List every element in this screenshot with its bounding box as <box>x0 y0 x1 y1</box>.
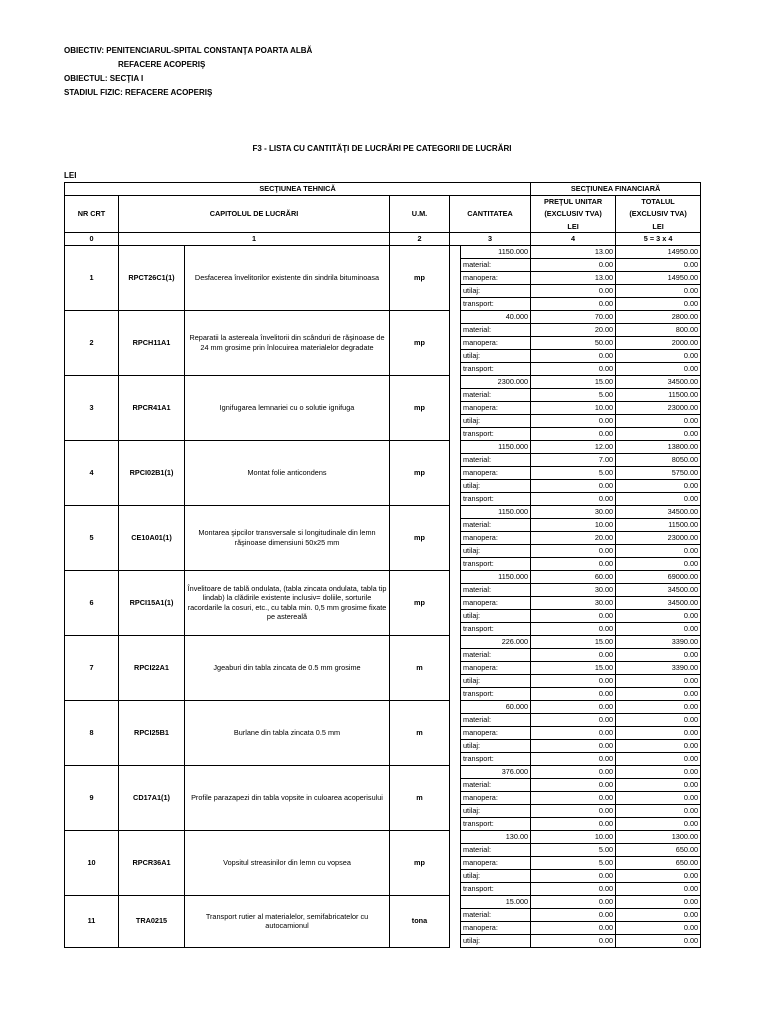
row-number: 3 <box>65 375 119 440</box>
row-unit: m <box>390 700 450 765</box>
index-1: 1 <box>119 233 390 246</box>
subrow-label: manopera: <box>461 791 531 804</box>
row-code: RPCI22A1 <box>119 635 185 700</box>
header-capitolul: CAPITOLUL DE LUCRĂRI <box>119 195 390 233</box>
row-total: 69000.00 <box>616 570 701 583</box>
subrow-unit-price: 0.00 <box>531 427 616 440</box>
header-um: U.M. <box>390 195 450 233</box>
subrow-total: 0.00 <box>616 908 701 921</box>
subrow-total: 34500.00 <box>616 596 701 609</box>
table-row <box>65 245 701 258</box>
row-quantity: 1150.000 <box>461 505 531 518</box>
subrow-total: 0.00 <box>616 791 701 804</box>
row-unit-price: 15.00 <box>531 375 616 388</box>
header-sect-tehnica: SECŢIUNEA TEHNICĂ <box>65 183 531 196</box>
subrow-unit-price: 10.00 <box>531 518 616 531</box>
row-unit-price: 0.00 <box>531 700 616 713</box>
subrow-total: 0.00 <box>616 427 701 440</box>
row-description: Burlane din tabla zincata 0.5 mm <box>185 700 390 765</box>
row-quantity: 2300.000 <box>461 375 531 388</box>
subrow-total: 0.00 <box>616 544 701 557</box>
subrow-label: material: <box>461 648 531 661</box>
row-quantity: 130.00 <box>461 830 531 843</box>
row-gap <box>450 830 461 895</box>
table-row <box>65 310 701 323</box>
row-number: 7 <box>65 635 119 700</box>
subrow-label: material: <box>461 453 531 466</box>
header-objectiv-cont: REFACERE ACOPERIŞ <box>118 60 206 69</box>
header-total-2: (EXCLUSIV TVA) <box>616 208 701 221</box>
subrow-total: 14950.00 <box>616 271 701 284</box>
row-unit-price: 30.00 <box>531 505 616 518</box>
row-description: Ignifugarea lemnariei cu o solutie ignifuga <box>185 375 390 440</box>
subrow-unit-price: 0.00 <box>531 349 616 362</box>
subrow-total: 0.00 <box>616 726 701 739</box>
subrow-unit-price: 30.00 <box>531 583 616 596</box>
subrow-total: 0.00 <box>616 674 701 687</box>
index-4: 4 <box>531 233 616 246</box>
row-quantity: 1150.000 <box>461 570 531 583</box>
subrow-label: utilaj: <box>461 544 531 557</box>
row-quantity: 1150.000 <box>461 245 531 258</box>
row-unit-price: 60.00 <box>531 570 616 583</box>
subrow-unit-price: 0.00 <box>531 674 616 687</box>
row-code: RPCT26C1(1) <box>119 245 185 310</box>
subrow-total: 800.00 <box>616 323 701 336</box>
subrow-unit-price: 5.00 <box>531 856 616 869</box>
subrow-unit-price: 5.00 <box>531 466 616 479</box>
subrow-label: manopera: <box>461 466 531 479</box>
index-5: 5 = 3 x 4 <box>616 233 701 246</box>
currency-label: LEI <box>64 171 77 180</box>
subrow-unit-price: 0.00 <box>531 804 616 817</box>
subrow-label: transport: <box>461 427 531 440</box>
subrow-total: 0.00 <box>616 479 701 492</box>
row-code: RPCI25B1 <box>119 700 185 765</box>
row-quantity: 15.000 <box>461 895 531 908</box>
subrow-total: 0.00 <box>616 362 701 375</box>
row-code: RPCR41A1 <box>119 375 185 440</box>
row-description: Jgeaburi din tabla zincata de 0.5 mm grosime <box>185 635 390 700</box>
row-number: 6 <box>65 570 119 635</box>
subrow-total: 0.00 <box>616 804 701 817</box>
subrow-total: 0.00 <box>616 284 701 297</box>
subrow-label: material: <box>461 258 531 271</box>
subrow-unit-price: 13.00 <box>531 271 616 284</box>
subrow-total: 23000.00 <box>616 531 701 544</box>
row-gap <box>450 765 461 830</box>
subrow-total: 34500.00 <box>616 583 701 596</box>
row-description: Vopsitul streasinilor din lemn cu vopsea <box>185 830 390 895</box>
subrow-unit-price: 5.00 <box>531 388 616 401</box>
subrow-label: manopera: <box>461 271 531 284</box>
subrow-total: 8050.00 <box>616 453 701 466</box>
subrow-label: manopera: <box>461 726 531 739</box>
row-number: 8 <box>65 700 119 765</box>
subrow-total: 0.00 <box>616 648 701 661</box>
row-unit-price: 0.00 <box>531 895 616 908</box>
page-title: F3 - LISTA CU CANTITĂŢI DE LUCRĂRI PE CATEGORII DE LUCRĂRI <box>252 144 512 153</box>
row-description: Montat folie anticondens <box>185 440 390 505</box>
row-number: 5 <box>65 505 119 570</box>
header-pret-2: (EXCLUSIV TVA) <box>531 208 616 221</box>
table-row <box>65 765 701 778</box>
subrow-unit-price: 0.00 <box>531 622 616 635</box>
subrow-label: utilaj: <box>461 934 531 947</box>
table-row <box>65 895 701 908</box>
row-gap <box>450 310 461 375</box>
subrow-total: 0.00 <box>616 882 701 895</box>
subrow-label: material: <box>461 518 531 531</box>
subrow-unit-price: 0.00 <box>531 752 616 765</box>
subrow-total: 0.00 <box>616 752 701 765</box>
row-total: 0.00 <box>616 765 701 778</box>
row-number: 9 <box>65 765 119 830</box>
row-number: 4 <box>65 440 119 505</box>
index-2: 2 <box>390 233 450 246</box>
row-gap <box>450 895 461 947</box>
row-total: 34500.00 <box>616 375 701 388</box>
row-gap <box>450 505 461 570</box>
subrow-total: 0.00 <box>616 739 701 752</box>
subrow-label: utilaj: <box>461 479 531 492</box>
row-total: 34500.00 <box>616 505 701 518</box>
subrow-total: 11500.00 <box>616 388 701 401</box>
subrow-total: 0.00 <box>616 414 701 427</box>
subrow-label: utilaj: <box>461 739 531 752</box>
subrow-total: 3390.00 <box>616 661 701 674</box>
table-row <box>65 570 701 583</box>
row-quantity: 376.000 <box>461 765 531 778</box>
row-unit: m <box>390 765 450 830</box>
subrow-label: utilaj: <box>461 414 531 427</box>
subrow-unit-price: 0.00 <box>531 869 616 882</box>
subrow-unit-price: 0.00 <box>531 778 616 791</box>
row-quantity: 40.000 <box>461 310 531 323</box>
subrow-unit-price: 0.00 <box>531 739 616 752</box>
row-quantity: 226.000 <box>461 635 531 648</box>
row-description: Învelitoare de tablă ondulata, (tabla zincata ondulata, tabla tip lindab) la clădirile existente inclusiv= doliile, sorturile racordarile la cosuri, etc., cu tabla min. 0,5 mm grosime fixate pe astereală <box>185 570 390 635</box>
table-row <box>65 830 701 843</box>
subrow-unit-price: 0.00 <box>531 817 616 830</box>
subrow-total: 0.00 <box>616 258 701 271</box>
subrow-total: 0.00 <box>616 713 701 726</box>
row-description: Desfacerea învelitorilor existente din sindrila bituminoasa <box>185 245 390 310</box>
row-unit: m <box>390 635 450 700</box>
table-row <box>65 635 701 648</box>
row-quantity: 1150.000 <box>461 440 531 453</box>
row-description: Reparatii la astereala învelitorii din scânduri de răşinoase de 24 mm grosime prin înlocuirea materialelor degradate <box>185 310 390 375</box>
subrow-label: manopera: <box>461 401 531 414</box>
row-unit: mp <box>390 830 450 895</box>
subrow-unit-price: 0.00 <box>531 479 616 492</box>
subrow-label: transport: <box>461 817 531 830</box>
row-code: CD17A1(1) <box>119 765 185 830</box>
subrow-unit-price: 0.00 <box>531 921 616 934</box>
row-unit-price: 0.00 <box>531 765 616 778</box>
row-total: 14950.00 <box>616 245 701 258</box>
subrow-unit-price: 0.00 <box>531 492 616 505</box>
row-code: RPCH11A1 <box>119 310 185 375</box>
row-total: 0.00 <box>616 700 701 713</box>
subrow-total: 11500.00 <box>616 518 701 531</box>
header-pret-3: LEI <box>531 220 616 233</box>
table-row <box>65 375 701 388</box>
subrow-unit-price: 0.00 <box>531 791 616 804</box>
subrow-total: 0.00 <box>616 817 701 830</box>
row-gap <box>450 245 461 310</box>
row-number: 1 <box>65 245 119 310</box>
subrow-total: 650.00 <box>616 843 701 856</box>
subrow-label: material: <box>461 713 531 726</box>
subrow-total: 0.00 <box>616 297 701 310</box>
subrow-label: transport: <box>461 362 531 375</box>
subrow-unit-price: 0.00 <box>531 648 616 661</box>
row-unit: mp <box>390 440 450 505</box>
row-gap <box>450 635 461 700</box>
row-code: RPCI15A1(1) <box>119 570 185 635</box>
subrow-label: utilaj: <box>461 804 531 817</box>
table-row <box>65 505 701 518</box>
header-cantitatea: CANTITATEA <box>450 195 531 233</box>
header-total-3: LEI <box>616 220 701 233</box>
subrow-total: 0.00 <box>616 869 701 882</box>
subrow-label: transport: <box>461 752 531 765</box>
header-stadiul: STADIUL FIZIC: REFACERE ACOPERIŞ <box>64 88 213 97</box>
subrow-total: 0.00 <box>616 622 701 635</box>
subrow-unit-price: 0.00 <box>531 609 616 622</box>
subrow-label: material: <box>461 908 531 921</box>
row-unit-price: 70.00 <box>531 310 616 323</box>
subrow-label: material: <box>461 778 531 791</box>
subrow-unit-price: 0.00 <box>531 414 616 427</box>
row-unit: mp <box>390 310 450 375</box>
subrow-label: material: <box>461 843 531 856</box>
subrow-label: manopera: <box>461 531 531 544</box>
row-code: TRA0215 <box>119 895 185 947</box>
quantities-table <box>64 182 701 948</box>
subrow-total: 0.00 <box>616 778 701 791</box>
header-nr-crt: NR CRT <box>65 195 119 233</box>
subrow-unit-price: 0.00 <box>531 882 616 895</box>
row-code: CE10A01(1) <box>119 505 185 570</box>
table-row <box>65 440 701 453</box>
subrow-label: transport: <box>461 687 531 700</box>
subrow-unit-price: 0.00 <box>531 284 616 297</box>
row-number: 10 <box>65 830 119 895</box>
row-description: Transport rutier al materialelor, semifabricatelor cu autocamionul <box>185 895 390 947</box>
subrow-total: 5750.00 <box>616 466 701 479</box>
row-unit: mp <box>390 375 450 440</box>
subrow-label: utilaj: <box>461 674 531 687</box>
subrow-unit-price: 5.00 <box>531 843 616 856</box>
row-unit: tona <box>390 895 450 947</box>
row-gap <box>450 570 461 635</box>
subrow-label: material: <box>461 583 531 596</box>
subrow-total: 650.00 <box>616 856 701 869</box>
row-total: 13800.00 <box>616 440 701 453</box>
header-sect-financiara: SECŢIUNEA FINANCIARĂ <box>531 183 701 196</box>
row-unit: mp <box>390 570 450 635</box>
table-row <box>65 700 701 713</box>
subrow-unit-price: 0.00 <box>531 258 616 271</box>
subrow-unit-price: 15.00 <box>531 661 616 674</box>
subrow-total: 0.00 <box>616 557 701 570</box>
header-pret-1: PREŢUL UNITAR <box>531 195 616 208</box>
row-code: RPCR36A1 <box>119 830 185 895</box>
subrow-unit-price: 0.00 <box>531 544 616 557</box>
subrow-label: transport: <box>461 882 531 895</box>
subrow-unit-price: 20.00 <box>531 323 616 336</box>
row-unit-price: 10.00 <box>531 830 616 843</box>
row-unit: mp <box>390 245 450 310</box>
subrow-label: utilaj: <box>461 869 531 882</box>
row-number: 2 <box>65 310 119 375</box>
row-gap <box>450 700 461 765</box>
row-total: 0.00 <box>616 895 701 908</box>
subrow-unit-price: 0.00 <box>531 687 616 700</box>
subrow-unit-price: 20.00 <box>531 531 616 544</box>
subrow-label: manopera: <box>461 856 531 869</box>
subrow-total: 23000.00 <box>616 401 701 414</box>
subrow-unit-price: 0.00 <box>531 297 616 310</box>
header-objectiv: OBIECTIV: PENITENCIARUL-SPITAL CONSTANŢA POARTA ALBĂ <box>64 46 313 55</box>
row-description: Montarea şipcilor transversale si longitudinale din lemn răşinoase dimensiuni 50x25 mm <box>185 505 390 570</box>
subrow-unit-price: 10.00 <box>531 401 616 414</box>
subrow-label: transport: <box>461 492 531 505</box>
subrow-unit-price: 7.00 <box>531 453 616 466</box>
subrow-unit-price: 30.00 <box>531 596 616 609</box>
row-description: Profile parazapezi din tabla vopsite in culoarea acoperisului <box>185 765 390 830</box>
subrow-label: transport: <box>461 557 531 570</box>
subrow-unit-price: 0.00 <box>531 908 616 921</box>
row-quantity: 60.000 <box>461 700 531 713</box>
subrow-label: manopera: <box>461 921 531 934</box>
subrow-label: transport: <box>461 622 531 635</box>
row-unit-price: 13.00 <box>531 245 616 258</box>
row-gap <box>450 375 461 440</box>
subrow-label: transport: <box>461 297 531 310</box>
subrow-unit-price: 0.00 <box>531 362 616 375</box>
subrow-label: material: <box>461 388 531 401</box>
row-total: 1300.00 <box>616 830 701 843</box>
row-total: 2800.00 <box>616 310 701 323</box>
subrow-total: 0.00 <box>616 687 701 700</box>
subrow-unit-price: 0.00 <box>531 934 616 947</box>
subrow-label: utilaj: <box>461 284 531 297</box>
subrow-total: 0.00 <box>616 921 701 934</box>
subrow-unit-price: 0.00 <box>531 713 616 726</box>
row-gap <box>450 440 461 505</box>
subrow-label: utilaj: <box>461 349 531 362</box>
subrow-unit-price: 0.00 <box>531 557 616 570</box>
subrow-total: 0.00 <box>616 492 701 505</box>
subrow-total: 0.00 <box>616 349 701 362</box>
header-obiectul: OBIECTUL: SECŢIA I <box>64 74 144 83</box>
row-unit-price: 12.00 <box>531 440 616 453</box>
row-unit: mp <box>390 505 450 570</box>
subrow-unit-price: 50.00 <box>531 336 616 349</box>
row-code: RPCI02B1(1) <box>119 440 185 505</box>
subrow-label: manopera: <box>461 661 531 674</box>
subrow-total: 2000.00 <box>616 336 701 349</box>
row-total: 3390.00 <box>616 635 701 648</box>
subrow-label: manopera: <box>461 596 531 609</box>
index-3: 3 <box>450 233 531 246</box>
subrow-label: material: <box>461 323 531 336</box>
subrow-unit-price: 0.00 <box>531 726 616 739</box>
header-total-1: TOTALUL <box>616 195 701 208</box>
subrow-total: 0.00 <box>616 934 701 947</box>
subrow-label: utilaj: <box>461 609 531 622</box>
subrow-label: manopera: <box>461 336 531 349</box>
subrow-total: 0.00 <box>616 609 701 622</box>
index-0: 0 <box>65 233 119 246</box>
row-unit-price: 15.00 <box>531 635 616 648</box>
row-number: 11 <box>65 895 119 947</box>
